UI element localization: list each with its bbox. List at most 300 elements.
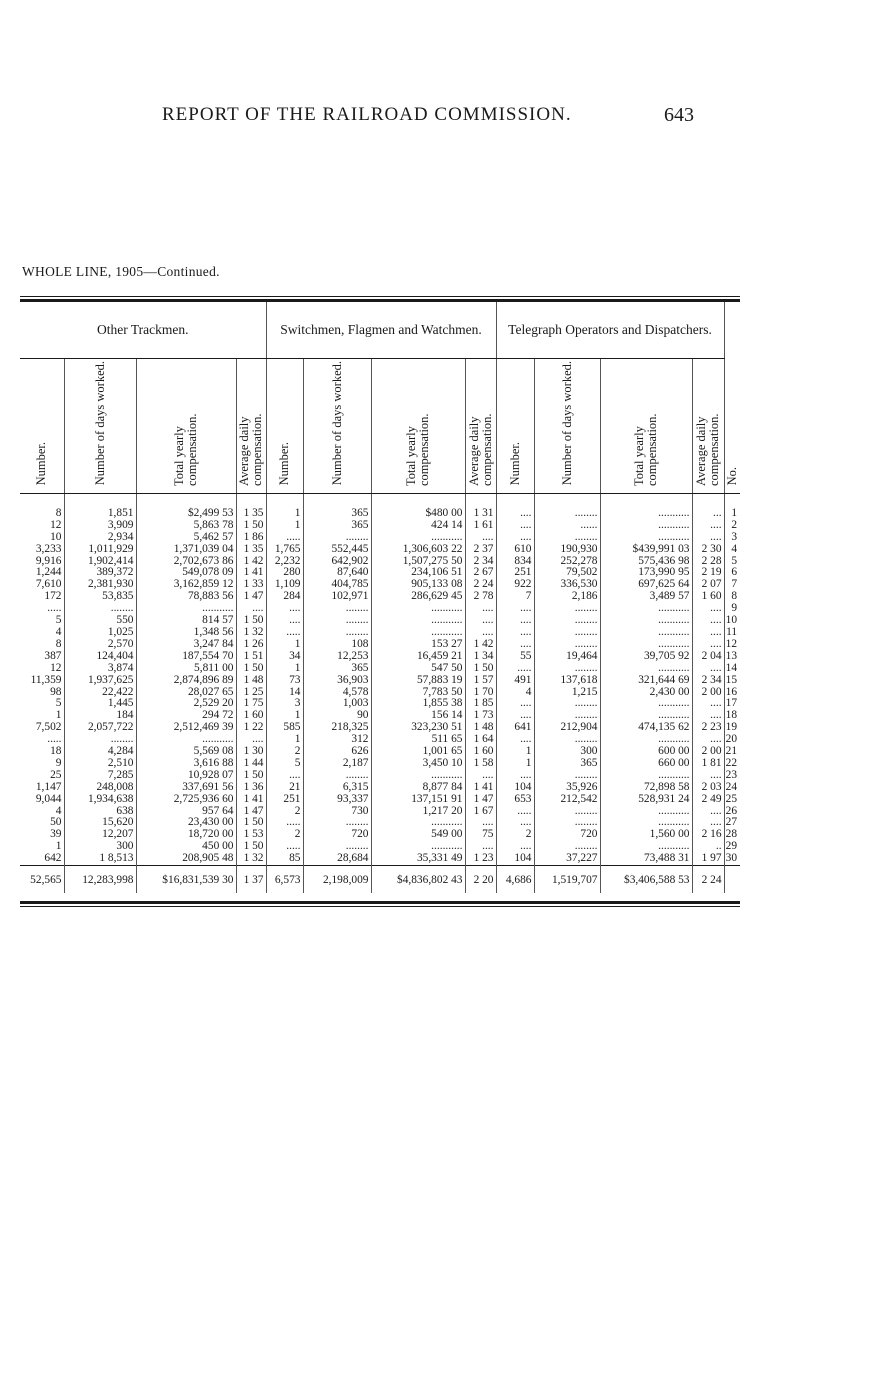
total-cell: 1,519,707 — [534, 866, 600, 893]
table-cell: 25 — [50, 768, 62, 781]
column-header — [303, 358, 371, 494]
row-number-cell: 26 — [724, 806, 740, 818]
table-body — [20, 494, 740, 866]
table-cell: 1,348 56 — [136, 627, 236, 639]
table-cell: 2 34 — [465, 556, 496, 568]
table-cell: 1 36 — [236, 782, 266, 794]
table-cell: 1 48 — [465, 722, 496, 734]
table-cell: 8 — [55, 506, 62, 519]
table-title: WHOLE LINE, 1905—Continued. — [22, 264, 220, 279]
row-number-cell: 7 — [724, 579, 740, 591]
table-cell: ........... — [371, 841, 465, 853]
table-cell: 79,502 — [534, 567, 600, 579]
table-cell: 12,253 — [303, 651, 371, 663]
total-cell: 2 24 — [692, 866, 724, 893]
column-header — [496, 358, 534, 494]
table-cell: 404,785 — [303, 579, 371, 591]
table-cell: 2 67 — [465, 567, 496, 579]
table-cell: 653 — [496, 794, 534, 806]
table-cell: ........... — [600, 663, 692, 675]
table-cell: 1 — [266, 520, 303, 532]
row-number-cell: 18 — [724, 710, 740, 722]
row-number-cell: 14 — [724, 663, 740, 675]
table-cell: 491 — [496, 675, 534, 687]
table-cell: ...... — [534, 520, 600, 532]
table-cell: ........... — [600, 615, 692, 627]
table-cell: .... — [692, 770, 724, 782]
table-cell: 2,874,896 89 — [136, 675, 236, 687]
table-cell: 10,928 07 — [136, 770, 236, 782]
table-cell: .... — [465, 603, 496, 615]
table-cell: 1,507,275 50 — [371, 556, 465, 568]
table-cell: ........ — [534, 817, 600, 829]
table-cell: 1,003 — [303, 698, 371, 710]
column-header-label: Number. — [34, 442, 49, 486]
table-cell: 7,502 — [35, 721, 62, 734]
table-cell: 957 64 — [136, 806, 236, 818]
table-row — [20, 532, 740, 544]
table-row — [20, 544, 740, 556]
table-cell: ........ — [534, 770, 600, 782]
table-cell: ........... — [600, 710, 692, 722]
table-cell: 1,855 38 — [371, 698, 465, 710]
table-cell: ........... — [600, 817, 692, 829]
row-number-cell: 22 — [724, 758, 740, 770]
table-cell: 1 47 — [236, 806, 266, 818]
table-cell: 3,233 — [35, 542, 62, 555]
table-cell: 4 — [55, 625, 62, 638]
table-cell: 2 07 — [692, 579, 724, 591]
table-cell: 2 03 — [692, 782, 724, 794]
table-cell: 104 — [496, 853, 534, 865]
table-cell: 610 — [496, 544, 534, 556]
table-cell: 638 — [64, 806, 136, 818]
spacer-row — [20, 494, 740, 508]
table-cell: 1,306,603 22 — [371, 544, 465, 556]
table-cell: 1,560 00 — [600, 829, 692, 841]
row-number-cell: 27 — [724, 817, 740, 829]
table-cell: 16,459 21 — [371, 651, 465, 663]
table-cell: 39,705 92 — [600, 651, 692, 663]
table-row — [20, 663, 740, 675]
table-cell: 1 48 — [236, 675, 266, 687]
table-cell: 660 00 — [600, 758, 692, 770]
table-cell: 1,217 20 — [371, 806, 465, 818]
table-cell: 337,691 56 — [136, 782, 236, 794]
table-cell: 98 — [50, 685, 62, 698]
table-row — [20, 520, 740, 532]
table-cell: 834 — [496, 556, 534, 568]
total-cell: 6,573 — [266, 866, 303, 893]
row-number-cell: 24 — [724, 782, 740, 794]
table-cell: 7,783 50 — [371, 687, 465, 699]
table-cell: ........ — [303, 841, 371, 853]
table-cell: .... — [465, 627, 496, 639]
table-cell: ........... — [136, 734, 236, 746]
table-row — [20, 770, 740, 782]
table-row — [20, 794, 740, 806]
table-cell: 4,284 — [64, 746, 136, 758]
column-header-label: Average daily compensation. — [694, 412, 722, 486]
table-cell: ........... — [600, 770, 692, 782]
table-cell: 1 25 — [236, 687, 266, 699]
table-cell: 9 — [55, 756, 62, 769]
table-cell: ..... — [496, 806, 534, 818]
table-cell: 1,215 — [534, 687, 600, 699]
table-cell: 550 — [64, 615, 136, 627]
table-cell: 1 61 — [465, 520, 496, 532]
table-cell: ........ — [303, 532, 371, 544]
column-header-label: Number. — [507, 442, 522, 486]
table-cell: 73,488 31 — [600, 853, 692, 865]
table-cell: 3,489 57 — [600, 591, 692, 603]
table-cell: 12,207 — [64, 829, 136, 841]
table-cell: 365 — [534, 758, 600, 770]
table-cell: 323,230 51 — [371, 722, 465, 734]
table-cell: 173,990 95 — [600, 567, 692, 579]
table-cell: 3,616 88 — [136, 758, 236, 770]
table-cell: 1,765 — [266, 544, 303, 556]
table-cell: 156 14 — [371, 710, 465, 722]
table-cell: 1 50 — [236, 841, 266, 853]
column-header — [692, 358, 724, 494]
table-cell: 28,684 — [303, 853, 371, 865]
table-cell: .... — [692, 806, 724, 818]
table-cell: ........ — [534, 710, 600, 722]
table-cell: 7 — [496, 591, 534, 603]
table-cell: .... — [496, 841, 534, 853]
table-cell: 2,186 — [534, 591, 600, 603]
column-header — [136, 358, 236, 494]
table-cell: ........ — [534, 734, 600, 746]
table-cell: ........... — [600, 627, 692, 639]
table-cell: .... — [692, 532, 724, 544]
table-cell: 2 34 — [692, 675, 724, 687]
table-cell: 187,554 70 — [136, 651, 236, 663]
table-cell: 1 47 — [236, 591, 266, 603]
row-number-cell: 25 — [724, 794, 740, 806]
table-cell: ........... — [600, 698, 692, 710]
table-cell: 5 — [55, 614, 62, 627]
table-cell: .... — [266, 615, 303, 627]
table-cell: 1,025 — [64, 627, 136, 639]
column-header — [371, 358, 465, 494]
table-cell: 2,187 — [303, 758, 371, 770]
table-cell: 212,904 — [534, 722, 600, 734]
table-cell: 2 00 — [692, 687, 724, 699]
table-cell: ........ — [534, 806, 600, 818]
table-cell: .... — [692, 603, 724, 615]
table-cell: 251 — [496, 567, 534, 579]
table-cell: 1 57 — [465, 675, 496, 687]
total-cell: $3,406,588 53 — [600, 866, 692, 893]
column-header — [236, 358, 266, 494]
table-cell: ........ — [534, 615, 600, 627]
table-cell: 53,835 — [64, 591, 136, 603]
table-cell: .... — [465, 817, 496, 829]
bottom-rule-thin — [20, 906, 740, 907]
table-cell: 1 32 — [236, 627, 266, 639]
table-cell: ..... — [266, 532, 303, 544]
total-cell: $4,836,802 43 — [371, 866, 465, 893]
row-number-cell: 11 — [724, 627, 740, 639]
table-cell: 2,430 00 — [600, 687, 692, 699]
table-cell: ..... — [496, 663, 534, 675]
column-header-label: Total yearly compensation. — [404, 412, 431, 486]
table-cell: .... — [692, 710, 724, 722]
table-cell: 1 97 — [692, 853, 724, 865]
table-cell: 1 50 — [236, 663, 266, 675]
table-cell: 1,937,625 — [64, 675, 136, 687]
table-row — [20, 639, 740, 651]
table-cell: 35,926 — [534, 782, 600, 794]
table-cell: 190,930 — [534, 544, 600, 556]
table-cell: 474,135 62 — [600, 722, 692, 734]
table-cell: ........... — [600, 806, 692, 818]
table-cell: 3,909 — [64, 520, 136, 532]
table-cell: $480 00 — [371, 508, 465, 520]
table-cell: 1 34 — [465, 651, 496, 663]
table-cell: 2 23 — [692, 722, 724, 734]
table-cell: ........... — [371, 532, 465, 544]
table-cell: 75 — [465, 829, 496, 841]
row-number-cell: 1 — [724, 508, 740, 520]
table-cell: 1,445 — [64, 698, 136, 710]
table-cell: ........ — [303, 615, 371, 627]
table-cell: 1 26 — [236, 639, 266, 651]
row-number-cell: 2 — [724, 520, 740, 532]
table-cell: 1 50 — [236, 817, 266, 829]
table-cell: 2,725,936 60 — [136, 794, 236, 806]
table-cell: 5,569 08 — [136, 746, 236, 758]
table-cell: 1 35 — [236, 544, 266, 556]
table-cell: 3,874 — [64, 663, 136, 675]
table-cell: 22,422 — [64, 687, 136, 699]
table-cell: .... — [692, 698, 724, 710]
table-cell: .... — [692, 615, 724, 627]
table-cell: 19,464 — [534, 651, 600, 663]
table-cell: 1 42 — [465, 639, 496, 651]
table-cell: 1,011,929 — [64, 544, 136, 556]
table-cell: 1 30 — [236, 746, 266, 758]
table-cell: $2,499 53 — [136, 508, 236, 520]
table-cell: 1 42 — [236, 556, 266, 568]
row-number-cell: 17 — [724, 698, 740, 710]
table-cell: 2 04 — [692, 651, 724, 663]
table-cell: 252,278 — [534, 556, 600, 568]
table-cell: ........... — [600, 639, 692, 651]
table-cell: ........... — [600, 508, 692, 520]
table-cell: 1 — [496, 758, 534, 770]
table-cell: .... — [496, 627, 534, 639]
table-cell: 1,001 65 — [371, 746, 465, 758]
row-number-cell: 15 — [724, 675, 740, 687]
table-cell: 905,133 08 — [371, 579, 465, 591]
column-header-label: Total yearly compensation. — [632, 412, 659, 486]
table-cell: .... — [236, 734, 266, 746]
table-cell: ........ — [64, 734, 136, 746]
table-cell: 12 — [50, 518, 62, 531]
row-number-cell: 13 — [724, 651, 740, 663]
table-cell: 730 — [303, 806, 371, 818]
table-cell: 251 — [266, 794, 303, 806]
column-header-label: Number of days worked. — [559, 361, 574, 486]
table-cell: 1 50 — [236, 615, 266, 627]
table-cell: ........ — [303, 817, 371, 829]
table-cell: 2 — [266, 746, 303, 758]
table-cell: 641 — [496, 722, 534, 734]
table-cell: ..... — [47, 733, 62, 746]
table-cell: 208,905 48 — [136, 853, 236, 865]
table-cell: .... — [496, 532, 534, 544]
column-header — [534, 358, 600, 494]
table-cell: 73 — [266, 675, 303, 687]
table-cell: 3,162,859 12 — [136, 579, 236, 591]
column-header-label: No. — [724, 467, 739, 486]
table-cell: 1,109 — [266, 579, 303, 591]
table-cell: ........... — [371, 817, 465, 829]
row-number-cell: 9 — [724, 603, 740, 615]
column-header-label: Number of days worked. — [329, 361, 344, 486]
table-cell: 1 32 — [236, 853, 266, 865]
table-cell: 18 — [50, 745, 62, 758]
total-cell: 2,198,009 — [303, 866, 371, 893]
table-cell: 1,371,039 04 — [136, 544, 236, 556]
table-row — [20, 853, 740, 865]
table-cell: 284 — [266, 591, 303, 603]
table-cell: 1 41 — [236, 794, 266, 806]
table-cell: 1 41 — [236, 567, 266, 579]
column-header — [64, 358, 136, 494]
table-cell: 1 67 — [465, 806, 496, 818]
table-cell: 36,903 — [303, 675, 371, 687]
table-cell: ........... — [600, 520, 692, 532]
table-cell: .... — [692, 520, 724, 532]
table-cell: ........ — [534, 663, 600, 675]
table-cell: .... — [692, 734, 724, 746]
table-cell: ........... — [371, 627, 465, 639]
table-cell: .... — [496, 639, 534, 651]
table-cell: 1 53 — [236, 829, 266, 841]
table-cell: 1 41 — [465, 782, 496, 794]
table-cell: 1 33 — [236, 579, 266, 591]
total-cell: 52,565 — [20, 866, 64, 893]
row-number-cell: 4 — [724, 544, 740, 556]
table-cell: 5 — [55, 697, 62, 710]
table-cell: 9,044 — [35, 792, 62, 805]
table-cell: 1 58 — [465, 758, 496, 770]
table-cell: ..... — [266, 841, 303, 853]
table-cell: 389,372 — [64, 567, 136, 579]
table-cell: 1 31 — [465, 508, 496, 520]
column-header-label: Number of days worked. — [92, 361, 107, 486]
table-cell: 1 50 — [236, 520, 266, 532]
table-cell: 294 72 — [136, 710, 236, 722]
table-cell: 2 — [266, 806, 303, 818]
table-cell: 14 — [266, 687, 303, 699]
table-cell: ........... — [600, 603, 692, 615]
table-cell: 450 00 — [136, 841, 236, 853]
table-cell: .... — [496, 770, 534, 782]
total-cell — [724, 866, 740, 893]
table-cell: 286,629 45 — [371, 591, 465, 603]
table-cell: 2,529 20 — [136, 698, 236, 710]
table-cell: 720 — [534, 829, 600, 841]
table-cell: 4 — [496, 687, 534, 699]
table-cell: 12 — [50, 661, 62, 674]
table-cell: 642,902 — [303, 556, 371, 568]
row-number-cell: 12 — [724, 639, 740, 651]
row-number-cell: 28 — [724, 829, 740, 841]
column-header — [600, 358, 692, 494]
table-cell: 3,450 10 — [371, 758, 465, 770]
table-row — [20, 651, 740, 663]
page-number: 643 — [664, 104, 694, 126]
table-cell: .... — [496, 603, 534, 615]
table-cell: 4,578 — [303, 687, 371, 699]
table-cell: ..... — [266, 817, 303, 829]
table-cell: ........ — [534, 508, 600, 520]
table-cell: 1 64 — [465, 734, 496, 746]
table-cell: 2,702,673 86 — [136, 556, 236, 568]
table-cell: 814 57 — [136, 615, 236, 627]
table-cell: 2 — [496, 829, 534, 841]
total-cell: 2 20 — [465, 866, 496, 893]
table-cell: 720 — [303, 829, 371, 841]
table-cell: ... — [692, 508, 724, 520]
table-cell: 18,720 00 — [136, 829, 236, 841]
table-cell: ........ — [303, 603, 371, 615]
table-cell: 626 — [303, 746, 371, 758]
table-cell: .... — [692, 663, 724, 675]
row-number-cell: 20 — [724, 734, 740, 746]
table-cell: 2,570 — [64, 639, 136, 651]
row-number-cell: 3 — [724, 532, 740, 544]
table-cell: 365 — [303, 508, 371, 520]
table-cell: 184 — [64, 710, 136, 722]
table-cell: 11,359 — [30, 673, 62, 686]
table-cell: 248,008 — [64, 782, 136, 794]
row-number-cell: 6 — [724, 567, 740, 579]
column-header-label: Average daily compensation. — [466, 412, 494, 486]
table-cell: 549,078 09 — [136, 567, 236, 579]
table-cell: 1 — [266, 734, 303, 746]
table-cell: 321,644 69 — [600, 675, 692, 687]
table-cell: 137,618 — [534, 675, 600, 687]
table-cell: 9,916 — [35, 554, 62, 567]
table-cell: 34 — [266, 651, 303, 663]
table-cell: .... — [692, 817, 724, 829]
table-cell: 7,285 — [64, 770, 136, 782]
table-cell: 15,620 — [64, 817, 136, 829]
table-cell: 1 — [55, 840, 62, 853]
row-number-cell: 21 — [724, 746, 740, 758]
total-cell: 12,283,998 — [64, 866, 136, 893]
table-cell: ........... — [600, 734, 692, 746]
table-row — [20, 782, 740, 794]
table-cell: 280 — [266, 567, 303, 579]
table-cell: 1 — [496, 746, 534, 758]
table-cell: 365 — [303, 663, 371, 675]
table-cell: .... — [496, 698, 534, 710]
statistics-table-container — [20, 296, 740, 907]
table-cell: ........... — [371, 603, 465, 615]
table-cell: 85 — [266, 853, 303, 865]
table-cell: 2 30 — [692, 544, 724, 556]
table-cell: 547 50 — [371, 663, 465, 675]
table-cell: .... — [465, 770, 496, 782]
table-cell: 1 70 — [465, 687, 496, 699]
